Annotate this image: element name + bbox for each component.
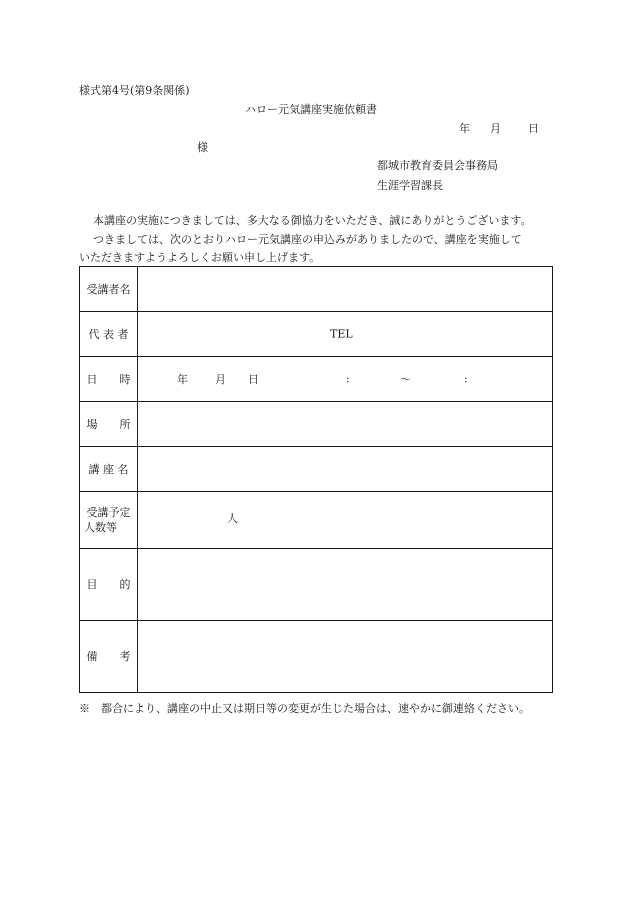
addressee-honorific: 様 — [197, 141, 208, 154]
datetime-label: 日 時 — [80, 357, 138, 402]
datetime-year-label: 年 — [177, 373, 188, 386]
tel-label: TEL — [330, 327, 353, 341]
place-label: 場 所 — [80, 402, 138, 447]
form-number: 様式第4号(第9条関係) — [79, 84, 190, 97]
purpose-label: 目 的 — [80, 549, 138, 621]
body-paragraph-3: いただきますようよろしくお願い申し上げます。 — [79, 251, 321, 264]
footnote: ※ 都合により、講座の中止又は期日等の変更が生じた場合は、速やかに御連絡ください。 — [79, 702, 530, 715]
row-representative — [80, 312, 553, 357]
row-attendee-name — [80, 267, 553, 312]
datetime-month-label: 月 — [215, 373, 226, 386]
course-name-field[interactable] — [138, 447, 553, 492]
row-datetime — [80, 357, 553, 402]
row-purpose — [80, 549, 553, 621]
date-month-label: 月 — [490, 122, 501, 135]
body-paragraph-1: 本講座の実施につきましては、多大なる御協力をいただき、誠にありがとうございます。 — [93, 214, 532, 227]
date-year-label: 年 — [459, 122, 470, 135]
attendee-name-label: 受講者名 — [80, 267, 138, 312]
persons-unit-label: 人 — [227, 511, 238, 525]
attendee-name-field[interactable] — [138, 267, 553, 312]
start-time-colon: : — [346, 372, 350, 386]
expected-label-line-1: 受講予定 — [86, 506, 131, 519]
representative-field[interactable] — [138, 312, 553, 357]
row-remarks — [80, 621, 553, 693]
course-name-label: 講 座 名 — [80, 447, 138, 492]
remarks-field[interactable] — [138, 621, 553, 693]
sender-section: 生涯学習課長 — [377, 179, 443, 192]
request-form-table — [79, 266, 553, 693]
date-day-label: 日 — [528, 122, 539, 135]
place-field[interactable] — [138, 402, 553, 447]
expected-label-line-2: 人数等 — [84, 521, 117, 534]
datetime-day-label: 日 — [248, 373, 259, 386]
expected-attendees-label — [80, 492, 138, 549]
row-course-name — [80, 447, 553, 492]
body-paragraph-2: つきましては、次のとおりハロー元気講座の申込みがありましたので、講座を実施して — [93, 233, 522, 246]
end-time-colon: : — [464, 372, 468, 386]
representative-label: 代 表 者 — [80, 312, 138, 357]
remarks-label: 備 考 — [80, 621, 138, 693]
time-range-tilde: 〜 — [400, 373, 411, 386]
sender-organization: 都城市教育委員会事務局 — [377, 159, 498, 172]
row-expected-attendees — [80, 492, 553, 549]
purpose-field[interactable] — [138, 549, 553, 621]
document-title: ハロー元気講座実施依頼書 — [245, 103, 377, 116]
row-place — [80, 402, 553, 447]
expected-attendees-field[interactable] — [138, 492, 553, 549]
datetime-field[interactable] — [138, 357, 553, 402]
